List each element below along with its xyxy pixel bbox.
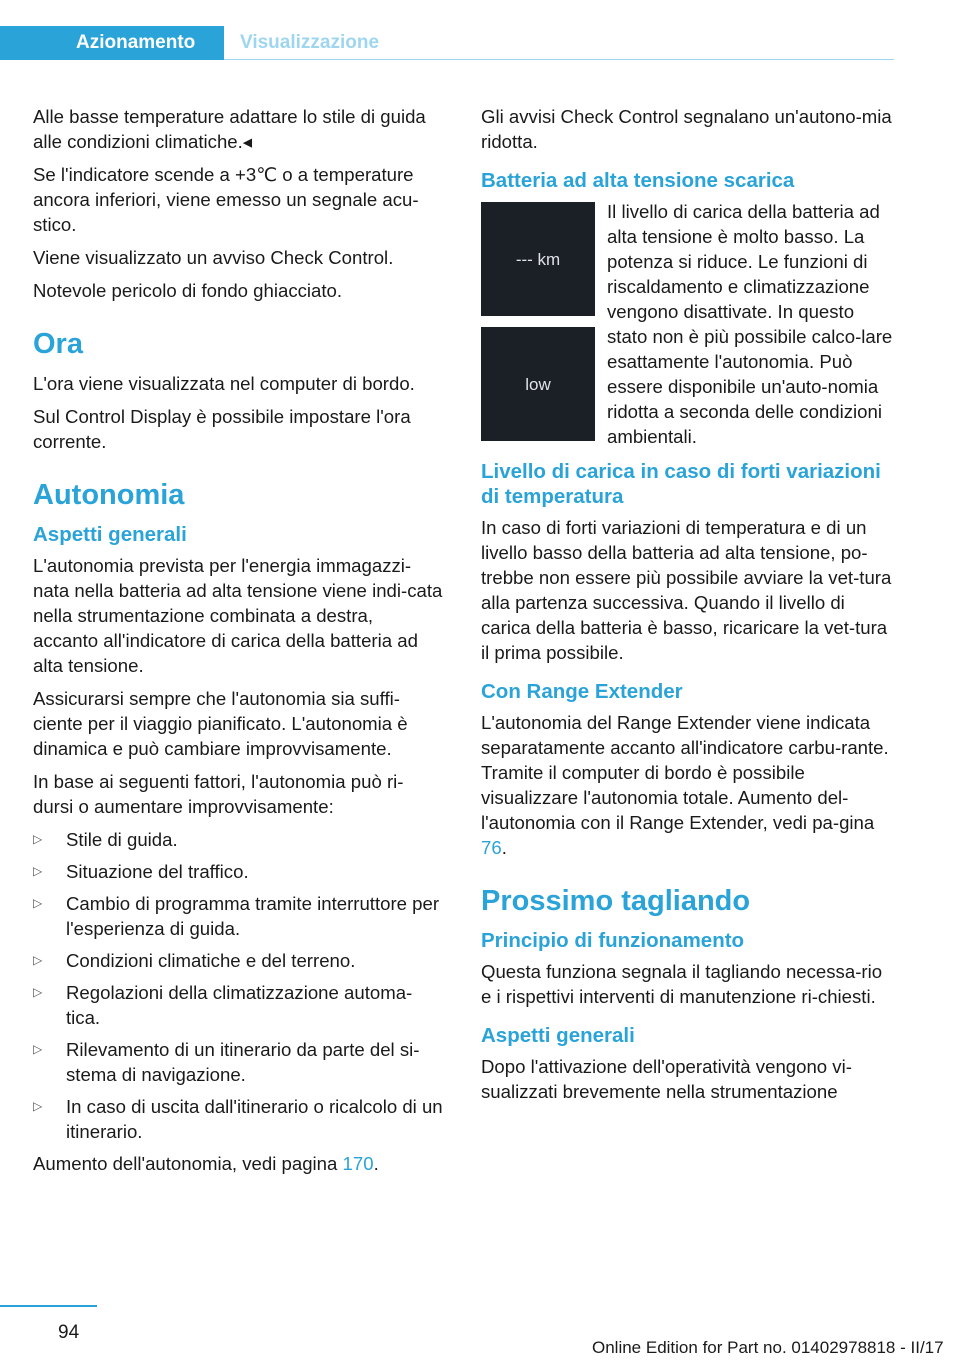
low-charge-display-image: low [481,327,595,441]
figure-caption-text: Il livello di carica della batteria ad alta tensione è molto basso. La potenza si riduce. Le funzioni di riscaldamento e climatizzazione vengono disattivate. In questo stato non è più possibile calco-lare esattamente l'autonomia. Può essere disponibile un'auto-nomia ridotta a seconda delle condizioni ambientali. [607,201,893,447]
section-tab-active[interactable]: Azionamento [0,26,224,60]
subheading-batteria-scarica: Batteria ad alta tensione scarica [481,169,795,192]
triangle-bullet-icon: ▷ [33,1042,43,1056]
subheading-principio: Principio di funzionamento [481,929,745,952]
subheading-aspetti-generali-right: Aspetti generali [481,1024,635,1047]
section-tab-inactive[interactable]: Visualizzazione [240,32,380,53]
subheading-aspetti-generali: Aspetti generali [33,523,187,546]
paragraph: Questa funziona segnala il tagliando necessa-rio e i rispettivi interventi di manutenzione ri-chiesti. [481,961,883,1007]
paragraph: L'autonomia del Range Extender viene indicata separatamente accanto all'indicatore carbu-rante. Tramite il computer di bordo è possibile visualizzare l'autonomia totale. Aumento del-l'autonomia con il Range Extender, vedi pa-gina 76. [481,712,889,858]
paragraph: Dopo l'attivazione dell'operatività vengono vi-sualizzati brevemente nella strumentazione [481,1056,852,1102]
list-item: ▷ Regolazioni della climatizzazione automa-tica. [33,982,413,1028]
triangle-bullet-icon: ▷ [33,1099,43,1113]
paragraph: Alle basse temperature adattare lo stile di guida alle condizioni climatiche.◂ [33,106,426,152]
paragraph: In base ai seguenti fattori, l'autonomia può ri-dursi o aumentare improvvisamente: [33,771,404,817]
page-number: 94 [58,1322,80,1343]
heading-prossimo-tagliando: Prossimo tagliando [481,885,751,917]
subheading-range-extender: Con Range Extender [481,680,683,703]
triangle-bullet-icon: ▷ [33,953,43,967]
paragraph: Viene visualizzato un avviso Check Control. [33,247,394,268]
paragraph: Gli avvisi Check Control segnalano un'autono-mia ridotta. [481,106,892,152]
battery-low-figure [481,199,895,445]
page-link-76[interactable]: 76 [481,837,502,858]
list-item: ▷ Cambio di programma tramite interruttore per l'esperienza di guida. [33,893,440,939]
paragraph: In caso di forti variazioni di temperatura e di un livello basso della batteria ad alta tensione, po-trebbe non essere più possibile avviare la vet-tura alla partenza successiva. Quando il livello di carica della batteria è basso, ricaricare la vet-tura il prima possibile. [481,517,892,663]
footer-rule [0,1305,97,1307]
triangle-bullet-icon: ▷ [33,864,43,878]
triangle-bullet-icon: ▷ [33,896,43,910]
list-item: ▷ Rilevamento di un itinerario da parte del si-stema di navigazione. [33,1039,420,1085]
triangle-bullet-icon: ▷ [33,832,43,846]
list-item: ▷ In caso di uscita dall'itinerario o ricalcolo di un itinerario. [33,1096,443,1142]
page-link-170[interactable]: 170 [342,1153,374,1174]
heading-autonomia: Autonomia [33,479,185,511]
edition-note: Online Edition for Part no. 01402978818 - II/17 [592,1338,944,1357]
heading-ora: Ora [33,328,83,360]
triangle-bullet-icon: ▷ [33,985,43,999]
range-display-image: --- km [481,202,595,316]
header-bar [0,26,960,60]
paragraph: Se l'indicatore scende a +3℃ o a temperature ancora inferiori, viene emesso un segnale acu-stico. [33,164,419,235]
right-column [481,104,895,1112]
paragraph: Sul Control Display è possibile impostare l'ora corrente. [33,406,411,452]
factor-list [33,827,443,1144]
list-item: ▷ Stile di guida. [33,829,178,850]
left-column [33,104,443,1184]
list-item: ▷ Situazione del traffico. [33,861,249,882]
paragraph: Aumento dell'autonomia, vedi pagina 170. [33,1153,379,1174]
paragraph: Notevole pericolo di fondo ghiacciato. [33,280,343,301]
header-rule [224,59,894,60]
list-item: ▷ Condizioni climatiche e del terreno. [33,950,356,971]
subheading-livello-carica: Livello di carica in caso di forti variazioni di temperatura [481,460,881,508]
paragraph: Assicurarsi sempre che l'autonomia sia suffi-ciente per il viaggio pianificato. L'autonomia è dinamica e può cambiare improvvisamente. [33,688,408,759]
paragraph: L'autonomia prevista per l'energia immagazzi-nata nella batteria ad alta tensione viene indi-cata nella strumentazione combinata a destra, accanto all'indicatore di carica della batteria ad alta tensione. [33,555,443,676]
paragraph: L'ora viene visualizzata nel computer di bordo. [33,373,415,394]
